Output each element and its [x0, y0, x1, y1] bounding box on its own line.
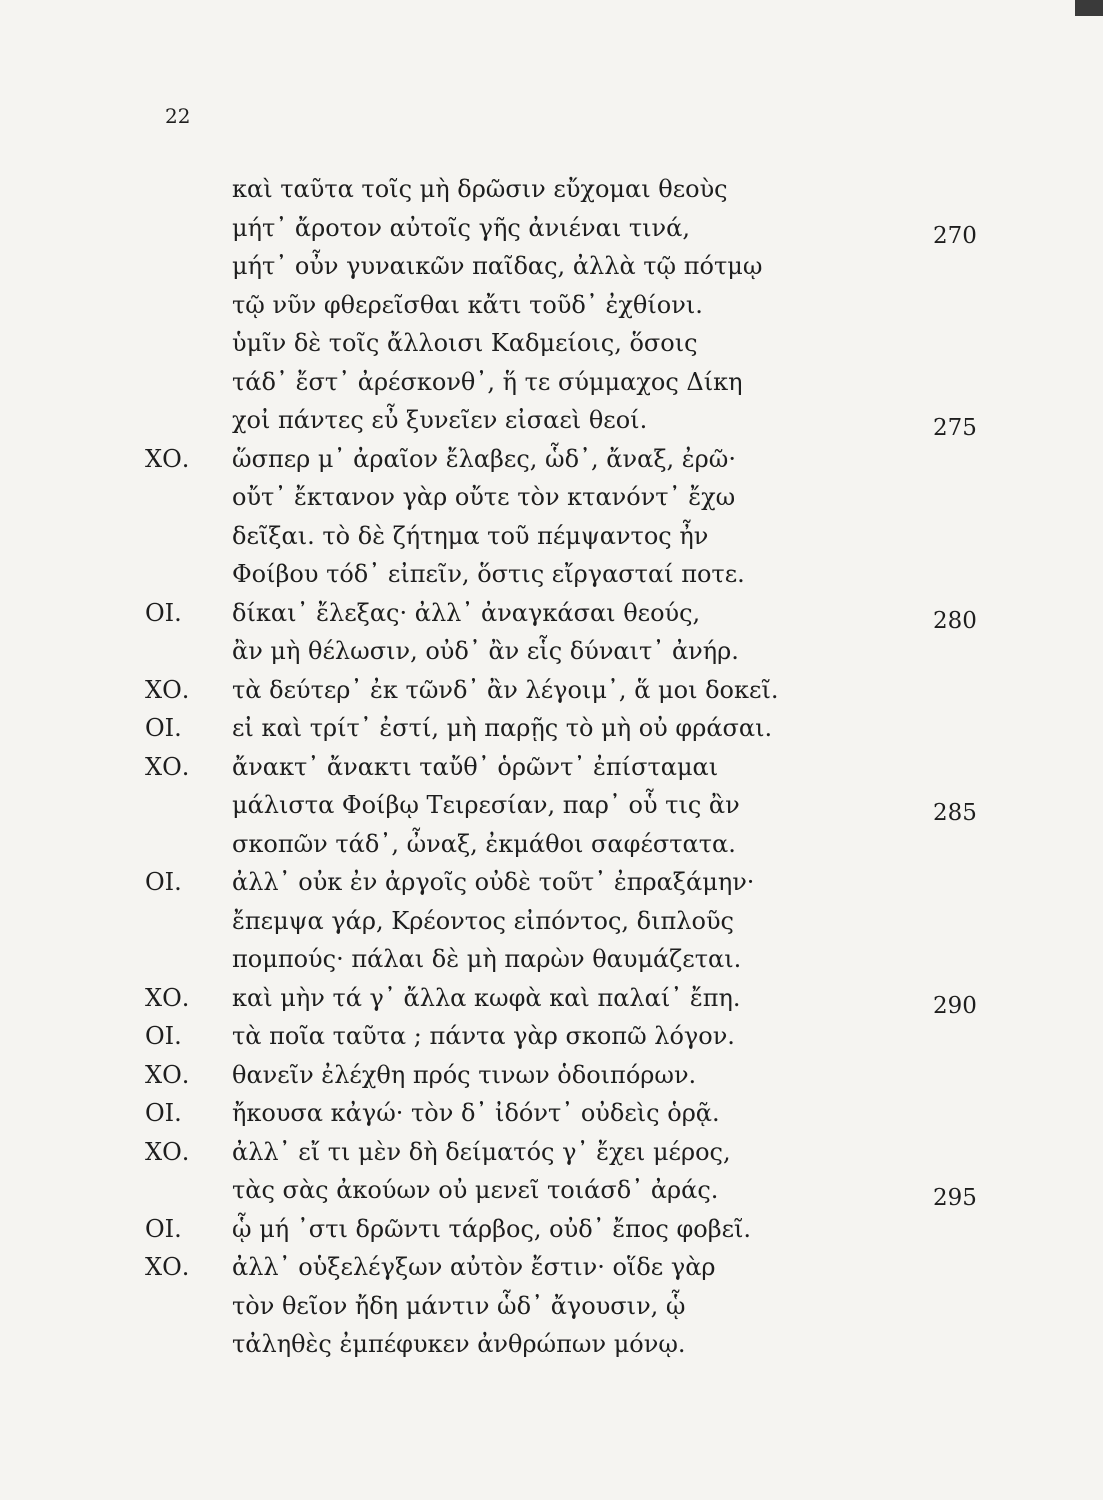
verse-line [0, 827, 1103, 866]
speaker-label: ΟΙ. [145, 1022, 182, 1050]
verse-text: μήτ᾽ ἄροτον αὐτοῖς γῆς ἀνιέναι τινά, [232, 213, 690, 242]
verse-line [0, 981, 1103, 1020]
verse-text: τῷ νῦν φθερεῖσθαι κἄτι τοῦδ᾽ ἐχθίονι. [232, 290, 703, 319]
verse-line [0, 788, 1103, 827]
verse-line [0, 249, 1103, 288]
verse-line [0, 172, 1103, 211]
verse-line [0, 211, 1103, 250]
verse-line [0, 904, 1103, 943]
verse-line [0, 326, 1103, 365]
verse-text: καὶ μὴν τά γ᾽ ἄλλα κωφὰ καὶ παλαί᾽ ἔπη. [232, 983, 741, 1012]
line-number: 295 [933, 1185, 977, 1211]
speaker-label: ΟΙ. [145, 1099, 182, 1127]
verse-text: τὸν θεῖον ἤδη μάντιν ὧδ᾽ ἄγουσιν, ᾧ [232, 1291, 686, 1320]
verse-line [0, 1058, 1103, 1097]
verse-text: τἀληθὲς ἐμπέφυκεν ἀνθρώπων μόνῳ. [232, 1330, 686, 1358]
verse-text: τάδ᾽ ἔστ᾽ ἀρέσκονθ᾽, ἥ τε σύμμαχος Δίκη [232, 367, 743, 396]
verse-text: ἀλλ᾽ οὑξελέγξων αὐτὸν ἔστιν· οἵδε γὰρ [232, 1253, 716, 1281]
verse-text: θανεῖν ἐλέχθη πρός τινων ὁδοιπόρων. [232, 1060, 697, 1089]
verse-line [0, 1173, 1103, 1212]
verse-text: μάλιστα Φοίβῳ Τειρεσίαν, παρ᾽ οὗ τις ἂν [232, 791, 740, 819]
speaker-label: ΧΟ. [145, 1137, 190, 1166]
verse-line [0, 711, 1103, 750]
verse-text: δεῖξαι. τὸ δὲ ζήτημα τοῦ πέμψαντος ἦν [232, 521, 709, 550]
verse-line [0, 442, 1103, 481]
verse-text: ἀλλ᾽ εἴ τι μὲν δὴ δείματός γ᾽ ἔχει μέρος, [232, 1137, 731, 1166]
line-number: 280 [933, 607, 977, 634]
verse-block [0, 172, 1103, 1366]
verse-line [0, 596, 1103, 635]
verse-line [0, 288, 1103, 327]
speaker-label: ΟΙ. [145, 868, 182, 896]
verse-text: εἰ καὶ τρίτ᾽ ἐστί, μὴ παρῇς τὸ μὴ οὐ φράσαι. [232, 714, 773, 742]
verse-line [0, 365, 1103, 404]
verse-line [0, 1212, 1103, 1251]
verse-line [0, 1019, 1103, 1058]
verse-text: χοἰ πάντες εὖ ξυνεῖεν εἰσαεὶ θεοί. [232, 406, 648, 434]
verse-line [0, 942, 1103, 981]
verse-text: ἔπεμψα γάρ, Κρέοντος εἰπόντος, διπλοῦς [232, 906, 734, 935]
verse-line [0, 519, 1103, 558]
line-number: 275 [933, 415, 977, 441]
verse-line [0, 557, 1103, 596]
speaker-label: ΧΟ. [145, 752, 190, 781]
verse-text: σκοπῶν τάδ᾽, ὦναξ, ἐκμάθοι σαφέστατα. [232, 829, 736, 858]
verse-line [0, 750, 1103, 789]
verse-line [0, 1327, 1103, 1366]
verse-line [0, 480, 1103, 519]
verse-line [0, 1096, 1103, 1135]
verse-text: οὔτ᾽ ἔκτανον γὰρ οὔτε τὸν κτανόντ᾽ ἔχω [232, 483, 736, 511]
verse-text: ᾧ μή ᾽στι δρῶντι τάρβος, οὐδ᾽ ἔπος φοβεῖ. [232, 1214, 752, 1243]
verse-text: τὰ δεύτερ᾽ ἐκ τῶνδ᾽ ἂν λέγοιμ᾽, ἅ μοι δοκεῖ. [232, 675, 779, 704]
speaker-label: ΧΟ. [145, 1253, 190, 1281]
speaker-label: ΧΟ. [145, 983, 190, 1012]
page-number: 22 [165, 104, 191, 128]
verse-text: ὑμῖν δὲ τοῖς ἄλλοισι Καδμείοις, ὅσοις [232, 329, 698, 357]
verse-text: πομπούς· πάλαι δὲ μὴ παρὼν θαυμάζεται. [232, 945, 742, 973]
line-number: 285 [933, 800, 977, 826]
verse-text: τὰ ποῖα ταῦτα ; πάντα γὰρ σκοπῶ λόγον. [232, 1022, 735, 1050]
verse-text: Φοίβου τόδ᾽ εἰπεῖν, ὅστις εἴργασταί ποτε. [232, 560, 745, 588]
verse-text: μήτ᾽ οὖν γυναικῶν παῖδας, ἀλλὰ τῷ πότμῳ [232, 252, 763, 280]
verse-text: δίκαι᾽ ἔλεξας· ἀλλ᾽ ἀναγκάσαι θεούς, [232, 598, 701, 627]
verse-text: ἄνακτ᾽ ἄνακτι ταὔθ᾽ ὁρῶντ᾽ ἐπίσταμαι [232, 752, 719, 781]
verse-text: ἀλλ᾽ οὐκ ἐν ἀργοῖς οὐδὲ τοῦτ᾽ ἐπραξάμην· [232, 868, 755, 896]
speaker-label: ΧΟ. [145, 1060, 190, 1089]
verse-line [0, 1135, 1103, 1174]
verse-line [0, 673, 1103, 712]
verse-text: τὰς σὰς ἀκούων οὐ μενεῖ τοιάσδ᾽ ἀράς. [232, 1176, 719, 1204]
verse-text: ὥσπερ μ᾽ ἀραῖον ἔλαβες, ὧδ᾽, ἄναξ, ἐρῶ· [232, 444, 736, 473]
verse-line [0, 865, 1103, 904]
line-number: 270 [933, 222, 977, 249]
speaker-label: ΧΟ. [145, 675, 190, 704]
speaker-label: ΧΟ. [145, 444, 190, 473]
verse-text: ἤκουσα κἀγώ· τὸν δ᾽ ἰδόντ᾽ οὐδεὶς ὁρᾷ. [232, 1099, 720, 1127]
line-number: 290 [933, 992, 977, 1019]
speaker-label: ΟΙ. [145, 598, 182, 627]
verse-line [0, 1289, 1103, 1328]
speaker-label: ΟΙ. [145, 1214, 182, 1243]
verse-text: ἂν μὴ θέλωσιν, οὐδ᾽ ἂν εἷς δύναιτ᾽ ἀνήρ. [232, 637, 739, 665]
speaker-label: ΟΙ. [145, 714, 182, 742]
verse-text: καὶ ταῦτα τοῖς μὴ δρῶσιν εὔχομαι θεοὺς [232, 175, 728, 203]
verse-line [0, 403, 1103, 442]
verse-line [0, 1250, 1103, 1289]
scan-edge-shadow [1075, 0, 1103, 16]
verse-line [0, 634, 1103, 673]
